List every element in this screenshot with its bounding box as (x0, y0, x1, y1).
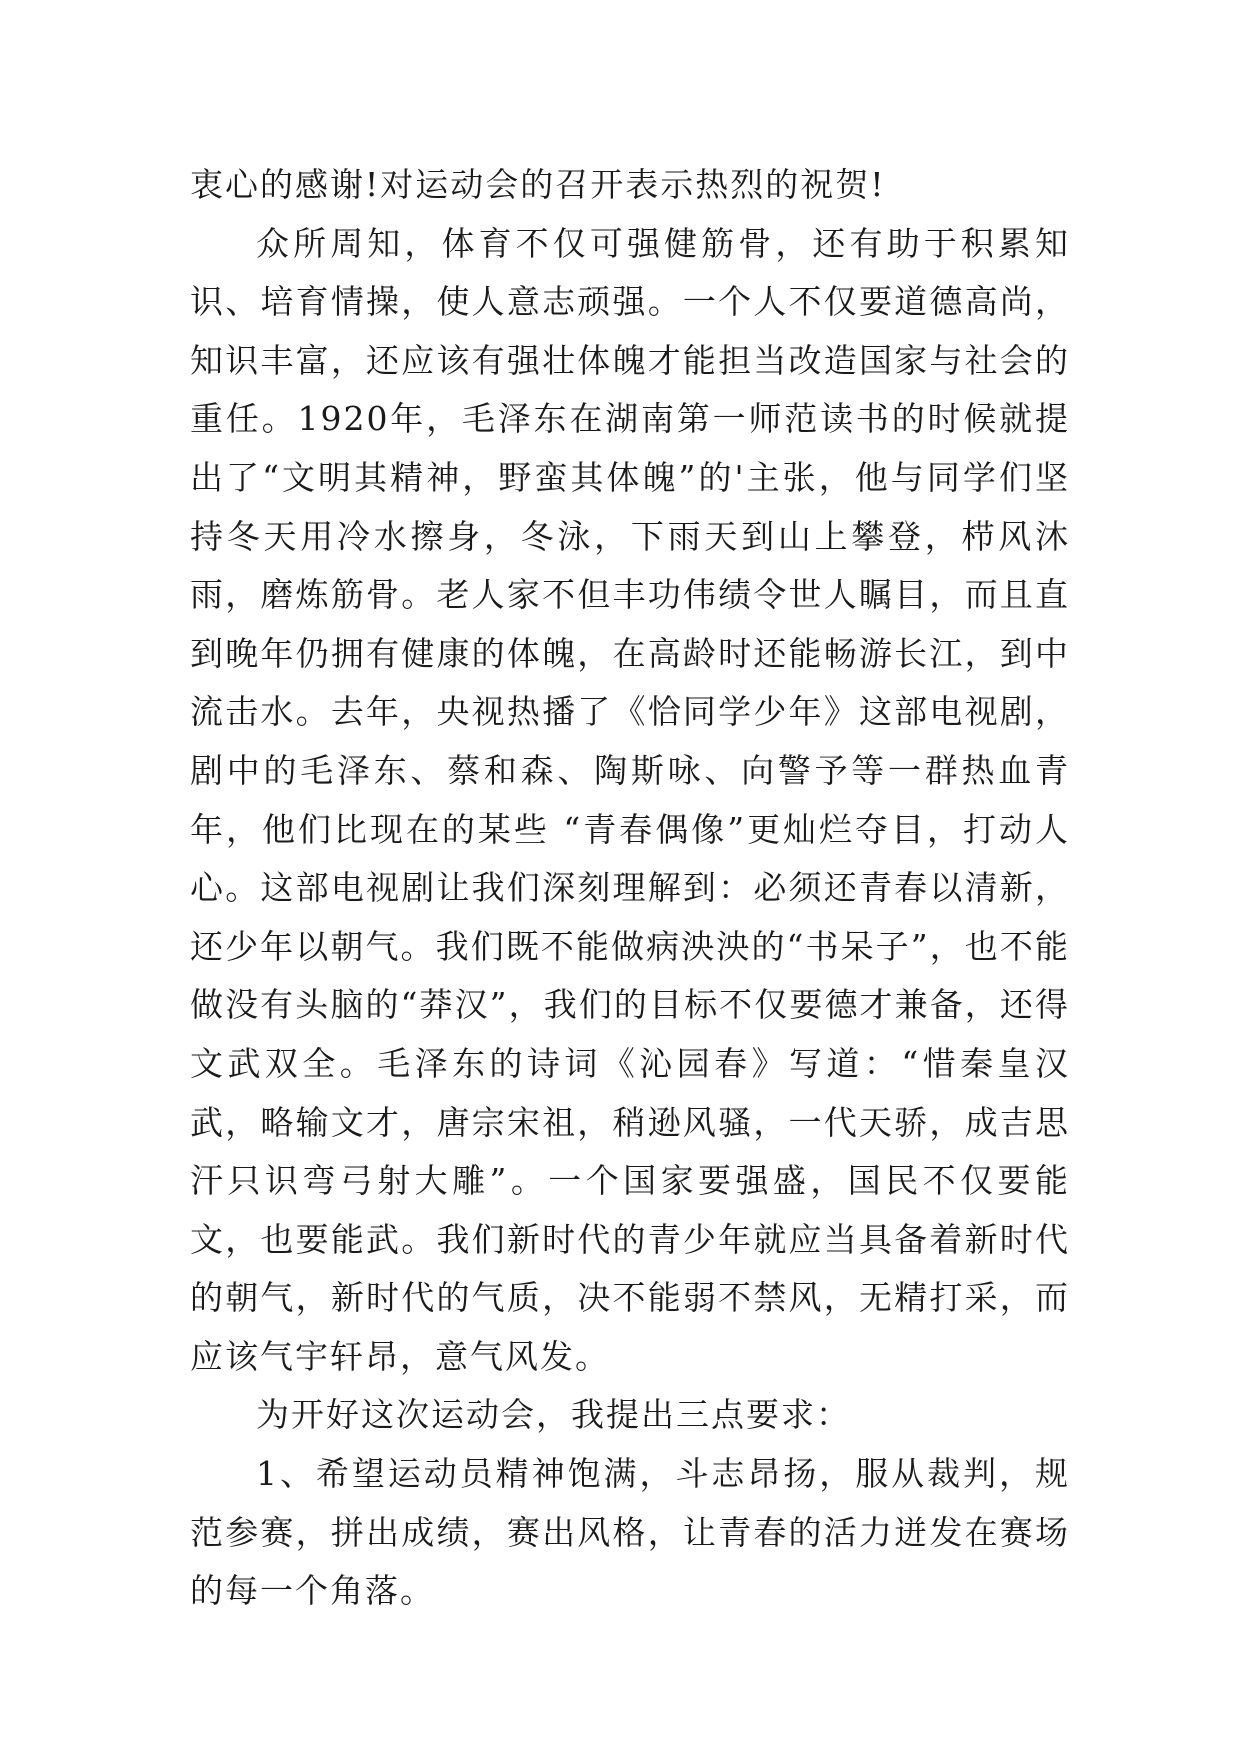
paragraph-closing-thanks: 衷心的感谢!对运动会的召开表示热烈的祝贺! (190, 165, 886, 204)
paragraph-sports-importance: 众所周知，体育不仅可强健筋骨，还有助于积累知识、培育情操，使人意志顽强。一个人不仅要道德高尚，知识丰富，还应该有强壮体魄才能担当改造国家与社会的重任。1920年，毛泽东在湖南第一师范读书的时候就提出了“文明其精神，野蛮其体魄”的'主张，他与同学们坚持冬天用冷水擦身，冬泳，下雨天到山上攀登，栉风沐雨，磨炼筋骨。老人家不但丰功伟绩令世人瞩目，而且直到晚年仍拥有健康的体魄，在高龄时还能畅游长江，到中流击水。去年，央视热播了《恰同学少年》这部电视剧，剧中的毛泽东、蔡和森、陶斯咏、向警予等一群热血青年，他们比现在的某些 “青春偶像”更灿烂夺目，打动人心。这部电视剧让我们深刻理解到：必须还青春以清新，还少年以朝气。我们既不能做病泱泱的“书呆子”，也不能做没有头脑的“莽汉”，我们的目标不仅要德才兼备，还得文武双全。毛泽东的诗词《沁园春》写道：“惜秦皇汉武，略输文才，唐宗宋祖，稍逊风骚，一代天骄，成吉思汗只识弯弓射大雕”。一个国家要强盛，国民不仅要能文，也要能武。我们新时代的青少年就应当具备着新时代的朝气，新时代的气质，决不能弱不禁风，无精打采，而应该气宇轩昂，意气风发。 (190, 223, 1070, 1376)
document-body (190, 156, 1070, 1621)
paragraph-requirement-1: 1、希望运动员精神饱满，斗志昂扬，服从裁判，规范参赛，拼出成绩，赛出风格，让青春的活力迸发在赛场的每一个角落。 (190, 1454, 1070, 1611)
paragraph-requirements-intro: 为开好这次运动会，我提出三点要求： (256, 1395, 851, 1435)
